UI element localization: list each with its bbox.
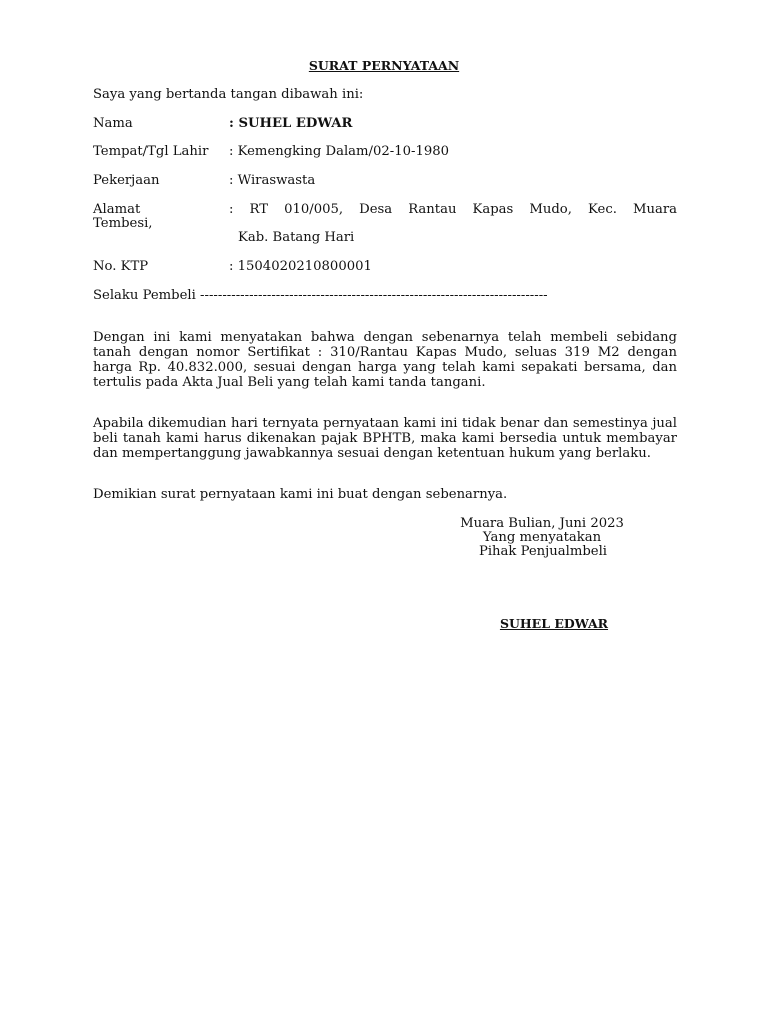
pekerjaan-label: Pekerjaan — [93, 173, 160, 188]
ttl-label: Tempat/Tgl Lahir — [93, 144, 209, 159]
selaku-line: Selaku Pembeli ------------------------------------------------------------------------------ — [93, 288, 548, 303]
alamat-label-continued: Tembesi, — [93, 216, 153, 231]
alamat-value: : RT 010/005, Desa Rantau Kapas Mudo, Kec. Muara — [229, 202, 677, 217]
alamat-label: Alamat — [93, 202, 141, 217]
ktp-value: : 1504020210800001 — [229, 259, 372, 274]
ttl-value: : Kemengking Dalam/02-10-1980 — [229, 144, 450, 159]
document-title: SURAT PERNYATAAN — [308, 58, 460, 73]
signature-line: Yang menyatakan — [482, 530, 602, 545]
pekerjaan-value: : Wiraswasta — [229, 173, 316, 188]
alamat-value-continued: Kab. Batang Hari — [238, 230, 355, 245]
nama-label: Nama — [93, 116, 133, 131]
nama-value: : SUHEL EDWAR — [229, 116, 353, 131]
ktp-label: No. KTP — [93, 259, 149, 274]
intro-text: Saya yang bertanda tangan dibawah ini: — [93, 87, 364, 102]
signature-place-date: Muara Bulian, Juni 2023 — [460, 516, 624, 531]
paragraph-demikian: Demikian surat pernyataan kami ini buat dengan sebenarnya. — [93, 487, 508, 502]
signature-name: SUHEL EDWAR — [499, 616, 609, 631]
paragraph-apabila: Apabila dikemudian hari ternyata pernyataan kami ini tidak benar dan semestinya jual beli tanah kami harus dikenakan pajak BPHTB, maka kami bersedia untuk membayar dan mempertanggung jawabkannya sesuai dengan ketentuan hukum yang berlaku. — [93, 416, 677, 461]
signature-role: Pihak Penjualmbeli — [478, 544, 608, 559]
paragraph-pernyataan: Dengan ini kami menyatakan bahwa dengan sebenarnya telah membeli sebidang tanah dengan nomor Sertifikat : 310/Rantau Kapas Mudo, seluas 319 M2 dengan harga Rp. 40.832.000, sesuai dengan harga yang telah kami sepakati bersama, dan tertulis pada Akta Jual Beli yang telah kami tanda tangani. — [93, 330, 677, 390]
